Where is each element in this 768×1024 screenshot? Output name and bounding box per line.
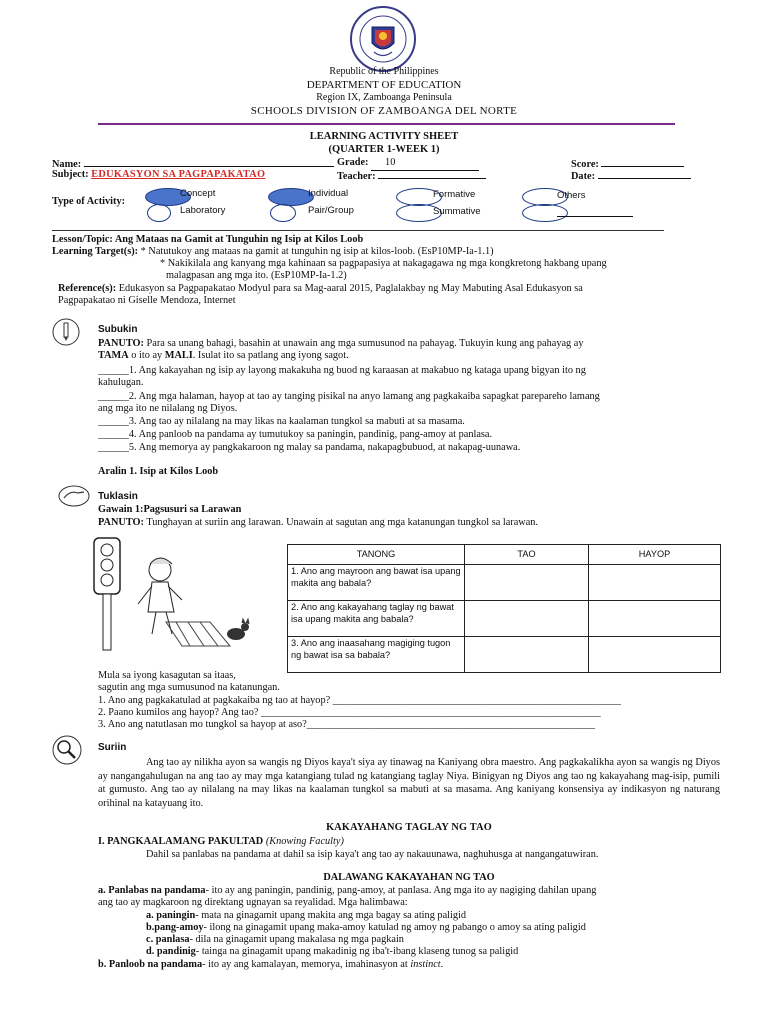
panloob-label: b. Panloob na pandama xyxy=(98,959,203,970)
pang-amoy-label: b.pang-amoy xyxy=(146,922,204,933)
tuklasin-panuto-label: PANUTO: xyxy=(98,517,144,528)
teacher-field[interactable] xyxy=(378,169,486,179)
target-2: * Nakikilala ang kanyang mga kahinaan sa pagpapasiya at nakagagawa ng mga kongkretong hakbang upang xyxy=(160,258,607,269)
panuto-mali: MALI xyxy=(164,350,193,361)
target-1: * Natutukoy ang mataas na gamit at tunguhin ng isip at kilos-loob. (EsP10MP-Ia-1.1) xyxy=(140,246,494,257)
subukin-panuto-label: PANUTO: xyxy=(98,338,144,349)
pair-group-option[interactable] xyxy=(270,204,296,222)
pandinig-label: d. pandinig xyxy=(146,946,196,957)
pencil-icon xyxy=(52,318,80,346)
target-2-cont: malagpasan ang mga ito. (EsP10MP-Ia-1.2) xyxy=(166,270,347,281)
table-answer-tao-1[interactable] xyxy=(465,565,589,601)
subukin-item-3[interactable]: ______3. Ang tao ay nilalang na may likas na kaalaman tungkol sa mabuti at sa masama. xyxy=(98,416,465,427)
table-question-2: 2. Ano ang kakayahang taglay ng bawat isa upang makita ang babala? xyxy=(288,601,465,637)
laboratory-label: Laboratory xyxy=(180,205,226,216)
panlabas-text-cont: ang tao ay magkaroon ng direktang ugnayan sa reyalidad. Mga halimbawa: xyxy=(98,897,408,908)
subukin-item-1-cont: kahulugan. xyxy=(98,377,144,388)
table-answer-hayop-2[interactable] xyxy=(589,601,721,637)
table-row xyxy=(288,637,721,673)
panuto-tama: TAMA xyxy=(98,350,129,361)
teacher-label: Teacher: xyxy=(337,171,376,182)
panloob-end: . xyxy=(440,959,444,970)
tuklasin-heading: Tuklasin xyxy=(98,491,138,502)
after-table-2: sagutin ang mga sumusunod na katanungan. xyxy=(98,682,280,693)
reference-2: Pagpapakatao ni Giselle Mendoza, Internet xyxy=(58,295,236,306)
header-division: SCHOOLS DIVISION OF ZAMBOANGA DEL NORTE xyxy=(250,104,518,117)
panuto-end: . Isulat ito sa patlang ang iyong sagot. xyxy=(192,350,349,361)
score-label: Score: xyxy=(571,159,599,170)
tuklasin-question-2[interactable]: 2. Paano kumilos ang hayop? Ang tao? __________________________________________________________________ xyxy=(98,707,601,718)
header-divider xyxy=(98,123,675,125)
activity-type-label: Type of Activity: xyxy=(52,196,126,207)
summative-label: Summative xyxy=(433,206,481,217)
gawain-title: Gawain 1:Pagsusuri sa Larawan xyxy=(98,504,242,515)
pair-group-label: Pair/Group xyxy=(308,205,354,216)
subject-label: Subject: xyxy=(52,169,89,180)
subukin-item-1[interactable]: ______1. Ang kakayahan ng isip ay layong makakuha ng buod ng karaasan at makabuo ng kataga upang bigyan ito ng xyxy=(98,365,586,376)
panlabas-label: a. Panlabas na pandama xyxy=(98,885,206,896)
deped-seal xyxy=(348,5,418,73)
sheet-subtitle: (QUARTER 1-WEEK 1) xyxy=(328,144,440,156)
table-question-1: 1. Ano ang mayroon ang bawat isa upang makita ang babala? xyxy=(288,565,465,601)
sheet-title: LEARNING ACTIVITY SHEET xyxy=(309,131,459,142)
panloob-text: - ito ay ang kamalayan, memorya, imahinasyon at xyxy=(202,959,411,970)
reference-1: Edukasyon sa Pagpapakatao Modyul para sa Mag-aaral 2015, Paglalakbay ng May Mabuting Asal Edukasyon sa xyxy=(118,283,583,294)
subject-value[interactable]: EDUKASYON SA PAGPAPAKATAO xyxy=(91,169,266,180)
subukin-item-2[interactable]: ______2. Ang mga halaman, hayop at tao ay tanging pisikal na anyo lamang ang pagkakaiba sapagkat parepareho lamang xyxy=(98,391,600,402)
subukin-item-4[interactable]: ______4. Ang panloob na pandama ay tumutukoy sa paningin, pandinig, pang-amoy at panlasa. xyxy=(98,429,493,440)
tuklasin-panuto-text: Tunghayan at suriin ang larawan. Unawain at sagutan ang mga katanungan tungkol sa larawan. xyxy=(146,517,539,528)
panlabas-text: - ito ay ang paningin, pandinig, pang-amoy, at panlasa. Ang mga ito ay nagiging dahilan upang xyxy=(205,885,597,896)
magnifier-icon xyxy=(52,735,82,765)
form-divider xyxy=(52,230,664,231)
table-question-3: 3. Ano ang inaasahang magiging tugon ng bawat isa sa babala? xyxy=(288,637,465,673)
paningin-label: a. paningin xyxy=(146,910,196,921)
panuto-o: o ito ay xyxy=(131,350,163,361)
laboratory-option[interactable] xyxy=(147,204,171,222)
lesson-topic: Lesson/Topic: Ang Mataas na Gamit at Tunguhin ng Isip at Kilos Loob xyxy=(52,234,364,245)
pakultad-text: Dahil sa panlabas na pandama at dahil sa isip kaya't ang tao ay nakauunawa, naghuhusga at nangangatuwiran. xyxy=(146,849,599,860)
tuklasin-question-1[interactable]: 1. Ano ang pagkakatulad at pagkakaiba ng tao at hayop? ________________________________________________________ xyxy=(98,695,622,706)
subukin-item-5[interactable]: ______5. Ang memorya ay pangkakaroon ng malay sa pandama, nakapagbubuod, at nakapag-uunawa. xyxy=(98,442,521,453)
table-answer-tao-2[interactable] xyxy=(465,601,589,637)
panlasa-text: - dila na ginagamit upang makalasa ng mga pagkain xyxy=(189,934,404,945)
table-answer-hayop-3[interactable] xyxy=(589,637,721,673)
table-header-tao: TAO xyxy=(465,545,589,565)
header-department: DEPARTMENT OF EDUCATION xyxy=(306,78,462,91)
subukin-panuto-text: Para sa unang bahagi, basahin at unawain ang mga sumusunod na pahayag. Tukuyin kung ang pahayag ay xyxy=(146,338,584,349)
suriin-paragraph: Ang tao ay nilikha ayon sa wangis ng Diyos kaya't siya ay tinawag na Kaniyang obra maestro. Ang pagkakalikha ayon sa wangis ng Diyos ay nangangahulugan na ang tao ay may mga katangiang tulad ng katangiang taglay Niya. Binigyan ng Diyos ang tao ng kakayahang mag-isip, pumili at gumusto. Ang tao ay nilalang na may likas na kaalaman tungkol sa mabuti at sa masama. Ang kaniyang konsensiya ay indikasyon ng naturang orihinal na katayuang ito. xyxy=(98,757,720,809)
kakayahan-heading: KAKAYAHANG TAGLAY NG TAO xyxy=(326,822,492,833)
pang-amoy-text: - ilong na ginagamit upang maka-amoy katulad ng amoy ng pabango o amoy sa ating paligid xyxy=(203,922,586,933)
panloob-instinct: instinct xyxy=(410,959,441,970)
crossing-illustration xyxy=(90,534,260,656)
grade-label: Grade: xyxy=(337,157,369,168)
date-field[interactable] xyxy=(598,169,691,179)
grade-value: 10 xyxy=(385,157,396,168)
paningin-text: - mata na ginagamit upang makita ang mga bagay sa ating paligid xyxy=(195,910,467,921)
name-field[interactable] xyxy=(84,157,334,167)
reference-label: Reference(s): xyxy=(58,283,117,294)
score-field[interactable] xyxy=(601,157,684,167)
panlasa-label: c. panlasa xyxy=(146,934,190,945)
table-row xyxy=(288,601,721,637)
formative-label: Formative xyxy=(433,189,476,200)
subukin-item-2-cont: ang mga ito ne nilalang ng Diyos. xyxy=(98,403,238,414)
table-header-hayop: HAYOP xyxy=(589,545,721,565)
targets-label: Learning Target(s): xyxy=(52,246,139,257)
date-label: Date: xyxy=(571,171,596,182)
dalawang-kakayahan-heading: DALAWANG KAKAYAHAN NG TAO xyxy=(323,872,495,883)
suriin-heading: Suriin xyxy=(98,742,127,753)
table-answer-tao-3[interactable] xyxy=(465,637,589,673)
subukin-heading: Subukin xyxy=(98,324,138,335)
header-republic: Republic of the Philippines xyxy=(329,66,439,77)
individual-label: Individual xyxy=(308,188,349,199)
name-label: Name: xyxy=(52,159,82,170)
concept-label: Concept xyxy=(180,188,216,199)
aralin-title: Aralin 1. Isip at Kilos Loob xyxy=(98,466,219,477)
others-label: Others xyxy=(557,190,586,201)
pakultad-heading: I. PANGKAALAMANG PAKULTAD xyxy=(98,836,266,847)
table-header-tanong: TANONG xyxy=(288,545,465,565)
table-row xyxy=(288,565,721,601)
table-answer-hayop-1[interactable] xyxy=(589,565,721,601)
others-field[interactable] xyxy=(557,208,633,217)
pandinig-text: - tainga na ginagamit upang makadinig ng iba't-ibang klaseng tunog sa paligid xyxy=(195,946,519,957)
tuklasin-question-3[interactable]: 3. Ano ang natutlasan mo tungkol sa hayop at aso?________________________________________________________ xyxy=(98,719,596,730)
header-region: Region IX, Zamboanga Peninsula xyxy=(316,92,452,104)
pakultad-english: (Knowing Faculty) xyxy=(265,836,344,847)
hand-icon xyxy=(58,484,90,508)
question-table xyxy=(287,544,721,673)
after-table-1: Mula sa iyong kasagutan sa itaas, xyxy=(98,670,236,681)
